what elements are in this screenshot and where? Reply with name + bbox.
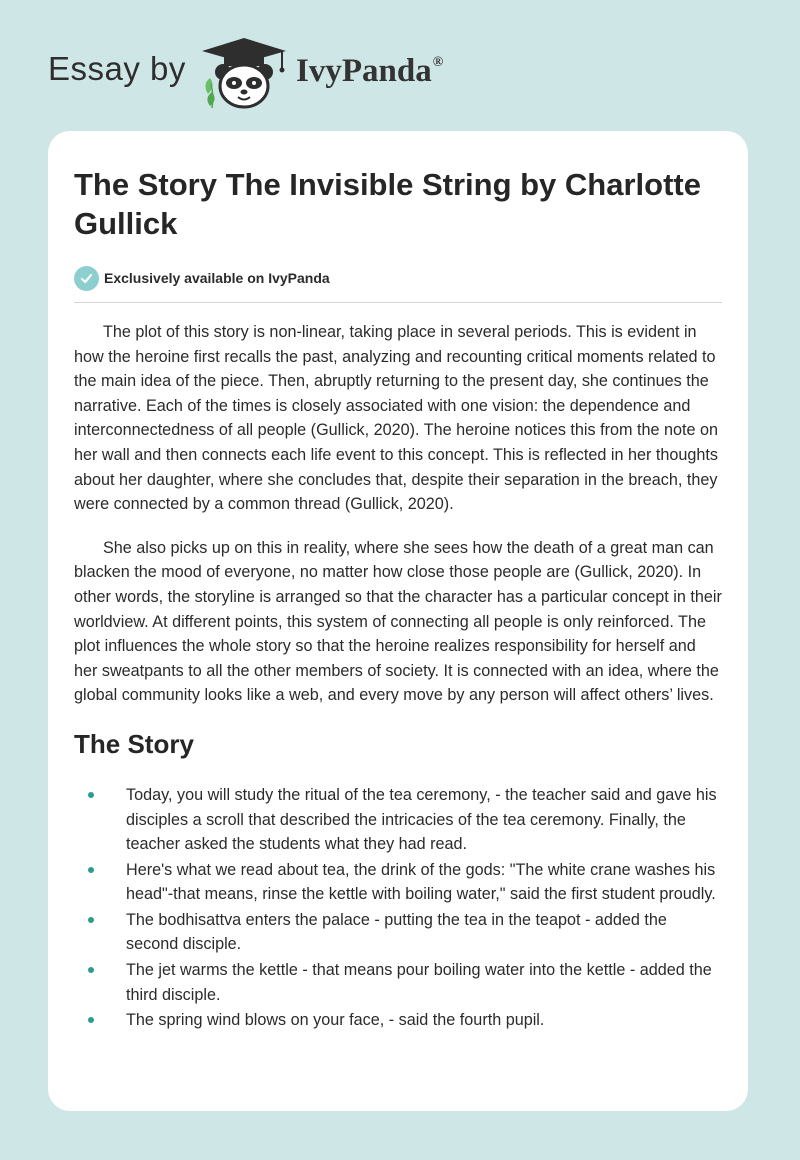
list-item-text: Here's what we read about tea, the drink of the gods: "The white crane washes his head"-that means, rinse the kettle with boiling water," said the first student proudly. [126,860,716,904]
list-item [74,908,722,957]
bullet-icon [88,967,94,973]
paragraph: The plot of this story is non-linear, taking place in several periods. This is evident in how the heroine first recalls the past, analyzing and recounting critical moments related to the main idea of the piece. Then, abruptly returning to the present day, she continues the narrative. Each of the times is closely associated with one vision: the dependence and interconnectedness of all people (Gullick, 2020). The heroine notices this from the note on her wall and then connects each life event to this concept. This is reflected in her thoughts about her daughter, where she concludes that, despite their separation in the breach, they were connected by a common thread (Gullick, 2020). [74,323,718,514]
bullet-icon [88,867,94,873]
exclusive-badge [74,265,330,291]
list-item [74,858,722,907]
bullet-icon [88,1017,94,1023]
site-header [0,0,800,130]
divider [74,302,722,303]
registered-mark: ® [432,55,444,70]
list-item [74,783,722,857]
story-list [74,783,722,1033]
paragraph: She also picks up on this in reality, where she sees how the death of a great man can blacken the mood of everyone, no matter how close those people are (Gullick, 2020). In other words, the storyline is arranged so that the character has a particular concept in their worldview. At different points, this system of connecting all people is only reinforced. The plot influences the whole story so that the heroine realizes responsibility for herself and her sweatpants to all the other members of society. It is connected with an idea, where the global community looks like a web, and every move by any person will affect others’ lives. [74,538,722,705]
essay-card [48,131,748,1111]
section-title: The Story [74,728,194,759]
bullet-icon [88,792,94,798]
exclusive-label: Exclusively available on IvyPanda [104,270,330,286]
brand-name[interactable]: IvyPanda® [296,53,444,89]
list-item-text: The spring wind blows on your face, - said the fourth pupil. [126,1011,545,1030]
essay-body [74,320,722,1034]
list-item-text: Today, you will study the ritual of the tea ceremony, - the teacher said and gave his disciples a scroll that described the intricacies of the tea ceremony. Finally, the teacher asked the students what they had read. [126,785,717,854]
essay-by-label: Essay by [48,50,186,87]
panda-logo-icon[interactable] [198,36,290,110]
bullet-icon [88,917,94,923]
list-item [74,1008,722,1033]
list-item-text: The bodhisattva enters the palace - putting the tea in the teapot - added the second disciple. [126,910,667,954]
list-item-text: The jet warms the kettle - that means pour boiling water into the kettle - added the third disciple. [126,961,712,1004]
page-title: The Story The Invisible String by Charlotte Gullick [74,167,701,241]
check-icon [74,266,99,291]
list-item [74,958,722,1007]
